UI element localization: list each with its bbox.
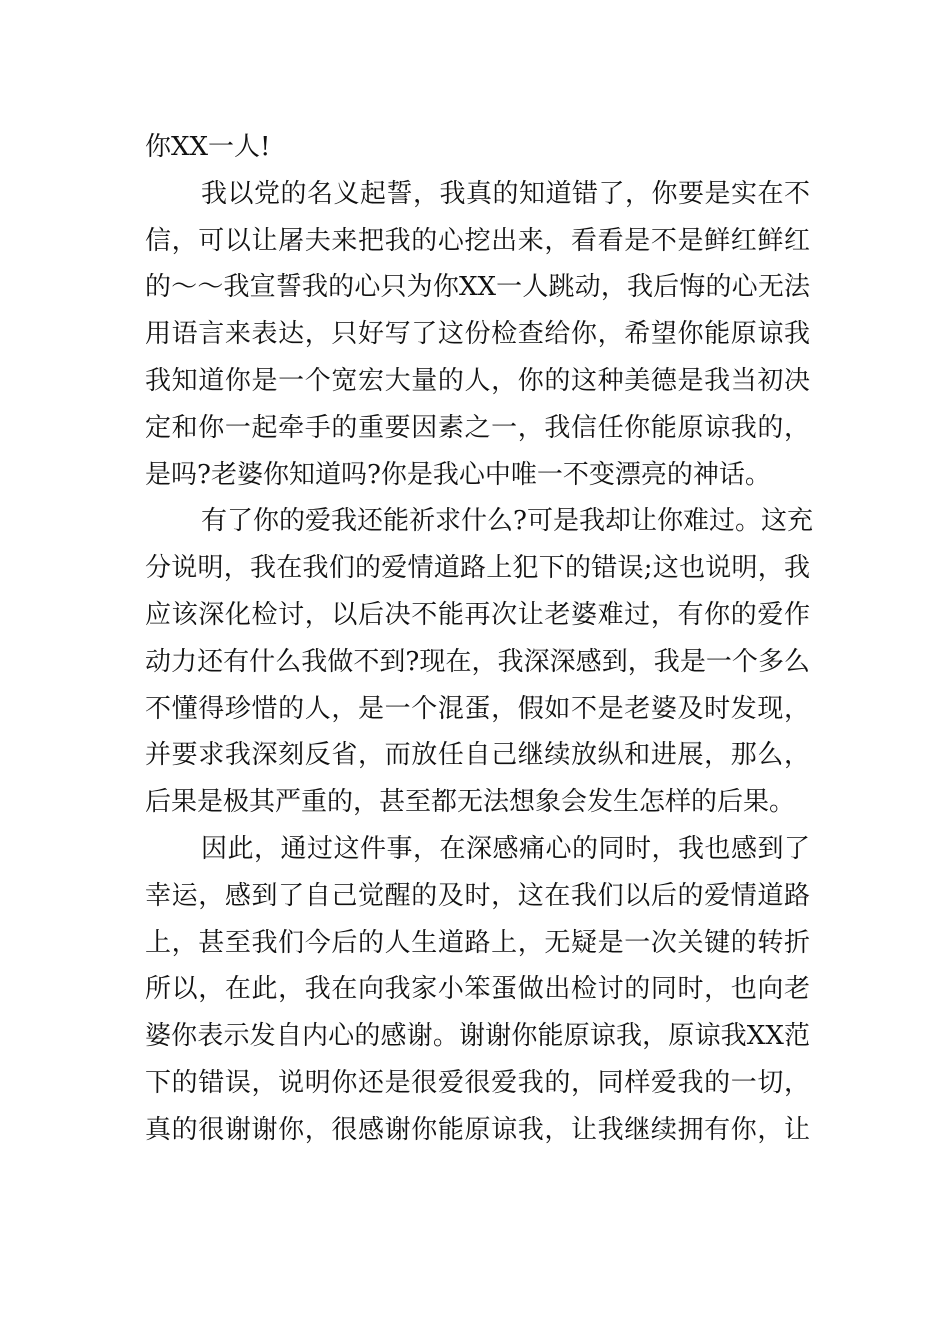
text-line: 应该深化检讨，以后决不能再次让老婆难过，有你的爱作 — [145, 599, 810, 630]
text-line: 婆你表示发自内心的感谢。谢谢你能原谅我，原谅我XX范 — [145, 1021, 810, 1052]
text-line: 定和你一起牵手的重要因素之一，我信任你能原谅我的， — [145, 412, 810, 443]
text-line: 我以党的名义起誓，我真的知道错了，你要是实在不 — [201, 178, 810, 209]
text-line: 我知道你是一个宽宏大量的人，你的这种美德是我当初决 — [145, 365, 810, 396]
text-line: 是吗?老婆你知道吗?你是我心中唯一不变漂亮的神话。 — [145, 459, 771, 490]
text-line: 因此，通过这件事，在深感痛心的同时，我也感到了 — [201, 833, 810, 864]
text-line: 下的错误，说明你还是很爱很爱我的，同样爱我的一切， — [145, 1067, 810, 1098]
text-line: 真的很谢谢你，很感谢你能原谅我，让我继续拥有你，让 — [145, 1114, 810, 1145]
text-line: 分说明，我在我们的爱情道路上犯下的错误;这也说明，我 — [145, 553, 810, 584]
text-line: 所以，在此，我在向我家小笨蛋做出检讨的同时，也向老 — [145, 974, 810, 1005]
text-line: 并要求我深刻反省，而放任自己继续放纵和进展，那么， — [145, 740, 810, 771]
text-line: 用语言来表达，只好写了这份检查给你，希望你能原谅我 — [145, 319, 810, 350]
body-text — [145, 124, 813, 1154]
text-line: 后果是极其严重的，甚至都无法想象会发生怎样的后果。 — [145, 787, 796, 818]
text-line: 上，甚至我们今后的人生道路上，无疑是一次关键的转折 — [145, 927, 810, 958]
text-line: 不懂得珍惜的人，是一个混蛋，假如不是老婆及时发现， — [145, 693, 810, 724]
text-line: 你XX一人! — [145, 132, 271, 162]
text-line: 的～～我宣誓我的心只为你XX一人跳动，我后悔的心无法 — [145, 272, 810, 303]
text-line: 幸运，感到了自己觉醒的及时，这在我们以后的爱情道路 — [145, 880, 810, 911]
text-line: 有了你的爱我还能祈求什么?可是我却让你难过。这充 — [201, 506, 813, 537]
text-line: 信，可以让屠夫来把我的心挖出来，看看是不是鲜红鲜红 — [145, 225, 810, 256]
text-line: 动力还有什么我做不到?现在，我深深感到，我是一个多么 — [145, 646, 810, 677]
